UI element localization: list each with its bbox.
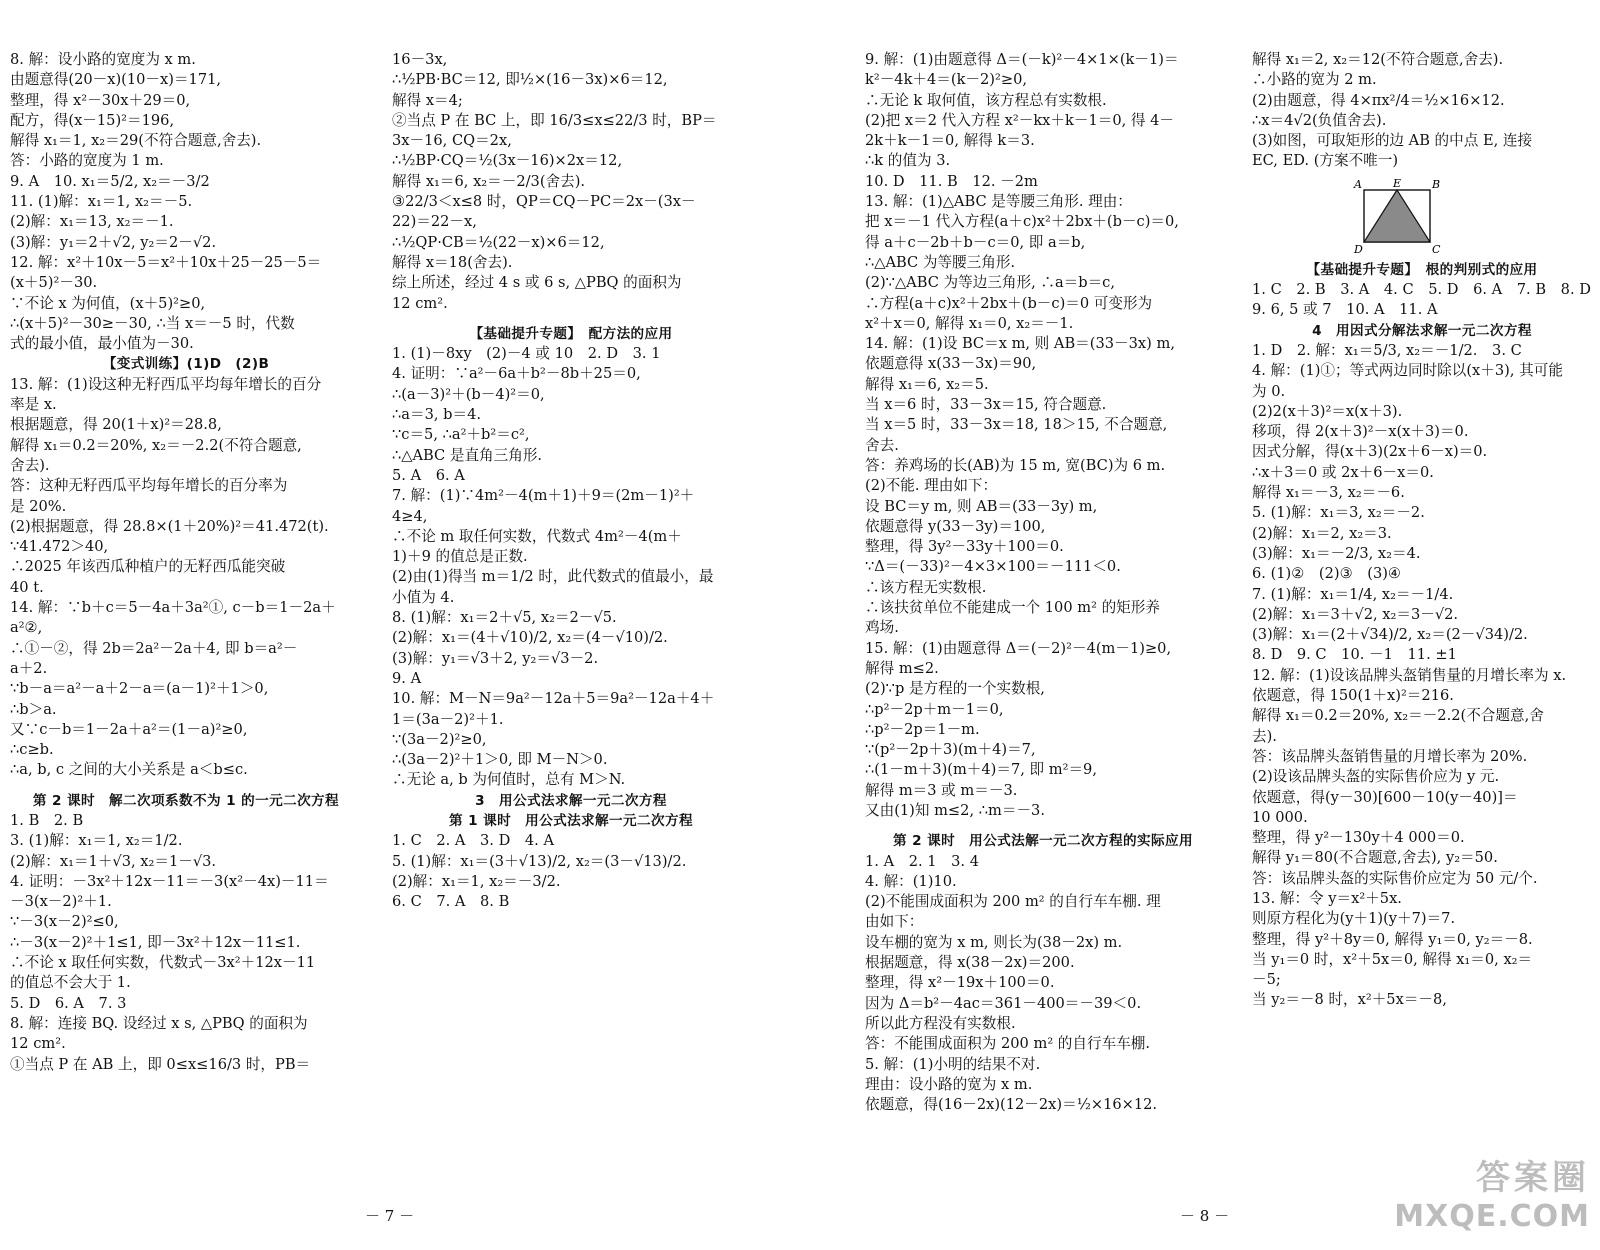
text-line: ∴－3(x－2)²＋1≤1, 即－3x²＋12x－11≤1. — [10, 933, 301, 951]
text-line: 整理，得 x²－19x＋100＝0. — [865, 974, 1055, 992]
text-line: 解得 x₁＝－3, x₂＝－6. — [1252, 484, 1405, 502]
text-line: 1. (1)－8xy (2)－4 或 10 2. D 3. 1 — [392, 345, 661, 363]
text-line: 6. C 7. A 8. B — [392, 893, 510, 911]
text-line: ③22/3＜x≤8 时，QP＝CQ－PC＝2x－(3x－ — [392, 193, 696, 211]
text-line: (2)把 x＝2 代入方程 x²－kx＋k－1＝0, 得 4－ — [865, 111, 1174, 129]
text-line: (2)解：x₁＝2, x₂＝3. — [1252, 524, 1392, 542]
text-line: 解得 x＝18(舍去). — [392, 253, 513, 271]
text-line: 式的最小值，最小值为－30. — [10, 335, 194, 353]
text-line: 根据题意，得 x(38－2x)＝200. — [865, 954, 1075, 972]
text-line: (3)解：x₁＝(2＋√34)/2, x₂＝(2－√34)/2. — [1252, 626, 1528, 644]
text-line: 由如下： — [865, 913, 924, 931]
text-line: 配方，得(x－15)²＝196, — [10, 111, 175, 129]
text-line: 1. A 2. 1 3. 4 — [865, 852, 979, 870]
text-line: (x＋5)²－30. — [10, 274, 98, 292]
text-line: 因为 Δ＝b²－4ac＝361－400＝－39＜0. — [865, 994, 1142, 1012]
text-line: 3. (1)解：x₁＝1, x₂＝1/2. — [10, 832, 183, 850]
text-line: 9. A — [392, 669, 422, 687]
watermark-url: MXQE.COM — [1394, 1199, 1590, 1234]
column-4-bottom — [1252, 260, 1592, 1011]
text-line: 又由(1)知 m≤2, ∴m＝－3. — [865, 801, 1045, 819]
text-line: 又∵c－b＝1－2a＋a²＝(1－a)²≥0, — [10, 720, 248, 738]
text-line: ∴(1－m＋3)(m＋4)＝7, 即 m²＝9, — [865, 761, 1097, 779]
text-line: ∵c＝5, ∴a²＋b²＝c², — [392, 426, 530, 444]
text-line: 得 a＋c－2b＋b－c＝0, 即 a＝b, — [865, 233, 1086, 251]
text-line: 解得 x₁＝1, x₂＝29(不符合题意,舍去). — [10, 132, 262, 150]
watermark — [1394, 1150, 1590, 1234]
text-line: ∴(x＋5)²－30≥－30, ∴当 x＝－5 时，代数 — [10, 314, 295, 332]
text-line: (2)不能. 理由如下： — [865, 477, 998, 495]
point-a-label: A — [1354, 177, 1362, 191]
column-4 — [1252, 50, 1592, 1011]
text-line: (2)解：x₁＝(4＋√10)/2, x₂＝(4－√10)/2. — [392, 629, 668, 647]
text-line: (2)根据题意，得 28.8×(1＋20%)²＝41.472(t). — [10, 517, 329, 535]
point-e-label: E — [1393, 176, 1402, 190]
text-line: 解得 x₁＝6, x₂＝5. — [865, 375, 989, 393]
text-line: ∴p²－2p＋m－1＝0, — [865, 700, 1004, 718]
text-line: 8. (1)解：x₁＝2＋√5, x₂＝2－√5. — [392, 609, 617, 627]
text-line: 5. A 6. A — [392, 466, 465, 484]
text-line: (2)解：x₁＝1＋√3, x₂＝1－√3. — [10, 852, 217, 870]
text-line: 4. 证明：∵a²－6a＋b²－8b＋25＝0, — [392, 365, 641, 383]
text-line: (3)如图，可取矩形的边 AB 的中点 E, 连接 — [1252, 132, 1533, 150]
section-heading: 3 用公式法求解一元二次方程 — [475, 792, 667, 809]
text-line: (2)解：x₁＝13, x₂＝－1. — [10, 213, 174, 231]
text-line: ∵41.472＞40, — [10, 538, 109, 556]
text-line: (3)解：y₁＝√3＋2, y₂＝√3－2. — [392, 649, 599, 667]
section-heading: 【基础提升专题】 根的判别式的应用 — [1306, 261, 1538, 278]
text-line: 舍去). — [10, 456, 50, 474]
text-line: 整理，得 y²－130y＋4 000＝0. — [1252, 829, 1465, 847]
text-line: (2)∵p 是方程的一个实数根, — [865, 680, 1045, 698]
column-4-top — [1252, 50, 1592, 172]
text-line: 理由：设小路的宽为 x m. — [865, 1075, 1033, 1093]
text-line: 为 0. — [1252, 382, 1286, 400]
text-line: 1. C 2. A 3. D 4. A — [392, 832, 554, 850]
text-line: 7. 解：(1)∵4m²－4(m＋1)＋9＝(2m－1)²＋ — [392, 487, 695, 505]
text-line: (3)解：y₁＝2＋√2, y₂＝2－√2. — [10, 233, 217, 251]
text-line: 整理，得 y²＋8y＝0, 解得 y₁＝0, y₂＝－8. — [1252, 930, 1533, 948]
text-line: a＋2. — [10, 659, 48, 677]
text-line: ∴½BP·CQ＝½(3x－16)×2x＝12, — [392, 152, 623, 170]
text-line: 12 cm². — [10, 1035, 66, 1053]
text-line: 当 y₁＝0 时，x²＋5x＝0, 解得 x₁＝0, x₂＝ — [1252, 950, 1533, 968]
text-line — [10, 781, 362, 791]
text-line: 1＝(3a－2)²＋1. — [392, 710, 504, 728]
text-line: 由题意得(20－x)(10－x)＝171, — [10, 71, 222, 89]
text-line: 设车棚的宽为 x m, 则长为(38－2x) m. — [865, 933, 1123, 951]
text-line: 解得 y₁＝80(不合题意,舍去), y₂＝50. — [1252, 849, 1498, 867]
text-line: a²②, — [10, 619, 43, 637]
text-line: 根据题意，得 20(1＋x)²＝28.8, — [10, 416, 222, 434]
text-line: EC, ED. (方案不唯一) — [1252, 152, 1399, 170]
page-number-left: － 7 － — [365, 1207, 415, 1225]
text-line: 的值总不会大于 1. — [10, 974, 131, 992]
text-line: 答：小路的宽度为 1 m. — [10, 152, 164, 170]
point-b-label: B — [1432, 177, 1441, 191]
text-line: 解得 m＝3 或 m＝－3. — [865, 781, 1018, 799]
text-line: ∴x＋3＝0 或 2x＋6－x＝0. — [1252, 463, 1434, 481]
text-line: 5. D 6. A 7. 3 — [10, 994, 127, 1012]
text-line: 答：该品牌头盔销售量的月增长率为 20%. — [1252, 747, 1528, 765]
text-line: 则原方程化为(y＋1)(y＋7)＝7. — [1252, 910, 1456, 928]
text-line: 1. D 2. 解：x₁＝5/3, x₂＝－1/2. 3. C — [1252, 341, 1522, 359]
text-line: ∴该扶贫单位不能建成一个 100 m² 的矩形养 — [865, 599, 1160, 617]
text-line: 5. 解：(1)小明的结果不对. — [865, 1055, 1041, 1073]
text-line: 9. 6, 5 或 7 10. A 11. A — [1252, 301, 1438, 319]
text-line: (2)不能围成面积为 200 m² 的自行车车棚. 理 — [865, 893, 1161, 911]
text-line: 解得 x₁＝0.2＝20%, x₂＝－2.2(不合题意,舍 — [1252, 707, 1544, 725]
section-heading: 4 用因式分解法求解一元二次方程 — [1312, 322, 1532, 339]
text-line: 14. 解：(1)设 BC＝x m, 则 AB＝(33－3x) m, — [865, 335, 1175, 353]
text-line: 所以此方程没有实数根. — [865, 1014, 1016, 1032]
text-line: ∴该方程无实数根. — [865, 578, 987, 596]
text-line: 10 000. — [1252, 808, 1308, 826]
text-line: ∴½PB·BC＝12, 即½×(16－3x)×6＝12, — [392, 71, 668, 89]
text-line: 10. 解：M－N＝9a²－12a＋5＝9a²－12a＋4＋ — [392, 690, 715, 708]
text-line: 解得 x₁＝0.2＝20%, x₂＝－2.2(不符合题意, — [10, 436, 302, 454]
text-line: 整理，得 3y²－33y＋100＝0. — [865, 538, 1064, 556]
text-line: ∴k 的值为 3. — [865, 152, 951, 170]
text-line: k²－4k＋4＝(k－2)²≥0, — [865, 71, 1027, 89]
text-line: 8. D 9. C 10. －1 11. ±1 — [1252, 646, 1457, 664]
text-line — [865, 821, 1221, 831]
text-line: 设 BC＝y m, 则 AB＝(33－3y) m, — [865, 497, 1098, 515]
text-line: 8. 解：连接 BQ. 设经过 x s, △PBQ 的面积为 — [10, 1014, 308, 1032]
watermark-logo-text: 答案圈 — [1476, 1158, 1590, 1198]
text-line: 14. 解：∵b＋c＝5－4a＋3a²①, c－b＝1－2a＋ — [10, 599, 336, 617]
text-line: 1. C 2. B 3. A 4. C 5. D 6. A 7. B 8. D — [1252, 281, 1591, 299]
text-line: 3x－16, CQ＝2x, — [392, 132, 512, 150]
text-line: ∵Δ＝(－33)²－4×3×100＝－111＜0. — [865, 558, 1121, 576]
text-line: 4≥4, — [392, 507, 428, 525]
text-line: －5; — [1252, 971, 1281, 989]
text-line: ∴2025 年该西瓜种植户的无籽西瓜能突破 — [10, 558, 286, 576]
text-line: (2)∵△ABC 为等边三角形, ∴a＝b＝c, — [865, 274, 1115, 292]
text-line: 当 y₂＝－8 时，x²＋5x＝－8, — [1252, 991, 1447, 1009]
text-line: 12. 解：(1)设该品牌头盔销售量的月增长率为 x. — [1252, 666, 1567, 684]
text-line: 当 x＝5 时，33－3x＝18, 18＞15, 不合题意, — [865, 416, 1168, 434]
text-line: ∴a＝3, b＝4. — [392, 406, 482, 424]
text-line: ∴x＝4√2(负值舍去). — [1252, 111, 1387, 129]
text-line: ∴(a－3)²＋(b－4)²＝0, — [392, 385, 545, 403]
text-line: 答：养鸡场的长(AB)为 15 m, 宽(BC)为 6 m. — [865, 456, 1166, 474]
text-line: ∴小路的宽为 2 m. — [1252, 71, 1377, 89]
text-line: －3(x－2)²＋1. — [10, 893, 112, 911]
text-line: ∴无论 a, b 为何值时，总有 M＞N. — [392, 771, 626, 789]
text-line: ∴b＞a. — [10, 700, 57, 718]
text-line: ∴无论 k 取何值，该方程总有实数根. — [865, 91, 1107, 109]
text-line: 6. (1)② (2)③ (3)④ — [1252, 565, 1402, 583]
text-line: ∵(p²－2p＋3)(m＋4)＝7, — [865, 741, 1036, 759]
text-line: 11. (1)解：x₁＝1, x₂＝－5. — [10, 193, 193, 211]
section-heading: 【基础提升专题】 配方法的应用 — [469, 325, 673, 342]
text-line: ∴△ABC 是直角三角形. — [392, 446, 543, 464]
text-line: 10. D 11. B 12. －2m — [865, 172, 1038, 190]
text-line: 依题意，得 150(1＋x)²＝216. — [1252, 687, 1454, 705]
text-line: 答：该品牌头盔的实际售价应定为 50 元/个. — [1252, 869, 1538, 887]
text-line: ∴不论 x 取任何实数，代数式－3x²＋12x－11 — [10, 954, 316, 972]
text-line: 解得 x₁＝2, x₂＝12(不符合题意,舍去). — [1252, 51, 1504, 68]
column-1 — [10, 50, 362, 1075]
page-number-right: － 8 － — [1180, 1207, 1230, 1225]
column-3 — [865, 50, 1221, 1115]
text-line: 13. 解：(1)△ABC 是等腰三角形. 理由： — [865, 193, 1132, 211]
text-line: 40 t. — [10, 578, 44, 596]
text-line: 依题意，得(y－30)[600－10(y－40)]＝ — [1252, 788, 1518, 806]
text-line: 2k＋k－1＝0, 解得 k＝3. — [865, 132, 1035, 150]
text-line: 解得 m≤2. — [865, 659, 939, 677]
text-line: 1)＋9 的值总是正数. — [392, 548, 528, 566]
text-line: ∴c≥b. — [10, 741, 54, 759]
text-line: 7. (1)解：x₁＝1/4, x₂＝－1/4. — [1252, 585, 1454, 603]
rectangle-triangle-figure — [1352, 176, 1442, 254]
text-line: ∴不论 m 取任何实数，代数式 4m²－4(m＋ — [392, 527, 682, 545]
text-line — [392, 314, 750, 324]
text-line: 4. 证明：－3x²＋12x－11＝－3(x²－4x)－11＝ — [10, 872, 329, 890]
text-line: ②当点 P 在 BC 上，即 16/3≤x≤22/3 时，BP＝ — [392, 111, 717, 129]
text-line: 9. A 10. x₁＝5/2, x₂＝－3/2 — [10, 172, 210, 190]
text-line: ∴(3a－2)²＋1＞0, 即 M－N＞0. — [392, 751, 608, 769]
text-line: ∴①－②，得 2b＝2a²－2a＋4, 即 b＝a²－ — [10, 639, 298, 657]
text-line: 是 20%. — [10, 497, 67, 515]
text-line: ∵(3a－2)²≥0, — [392, 730, 487, 748]
text-line: 依题意得 x(33－3x)＝90, — [865, 355, 1037, 373]
text-line: ∵b－a＝a²－a＋2－a＝(a－1)²＋1＞0, — [10, 680, 269, 698]
text-line: ∵不论 x 为何值，(x＋5)²≥0, — [10, 294, 206, 312]
text-line: 鸡场. — [865, 619, 899, 637]
text-line: 综上所述，经过 4 s 或 6 s, △PBQ 的面积为 — [392, 274, 682, 292]
text-line: 12. 解：x²＋10x－5＝x²＋10x＋25－25－5＝ — [10, 253, 322, 271]
text-line: (2)由(1)得当 m＝1/2 时，此代数式的值最小，最 — [392, 568, 714, 586]
triangle-ecd — [1364, 190, 1430, 242]
text-line: 答：这种无籽西瓜平均每年增长的百分率为 — [10, 477, 288, 495]
text-line: x²＋x＝0, 解得 x₁＝0, x₂＝－1. — [865, 314, 1074, 332]
text-line: 解得 x＝4; — [392, 91, 463, 109]
section-heading: 【变式训练】(1)D (2)B — [102, 356, 270, 373]
text-line: ∴△ABC 为等腰三角形. — [865, 253, 1016, 271]
text-line: 9. 解：(1)由题意得 Δ＝(－k)²－4×1×(k－1)＝ — [865, 51, 1179, 68]
text-line: 去). — [1252, 727, 1277, 745]
section-heading: 第 2 课时 解二次项系数不为 1 的一元二次方程 — [32, 792, 340, 809]
point-d-label: D — [1354, 242, 1363, 254]
text-line: 小值为 4. — [392, 588, 455, 606]
text-line: ①当点 P 在 AB 上，即 0≤x≤16/3 时，PB＝ — [10, 1055, 311, 1073]
text-line: 1. B 2. B — [10, 811, 84, 829]
text-line: 4. 解：(1)①；等式两边同时除以(x＋3), 其可能 — [1252, 362, 1563, 380]
text-line: 5. (1)解：x₁＝(3＋√13)/2, x₂＝(3－√13)/2. — [392, 852, 687, 870]
text-line: 13. 解：(1)设这种无籽西瓜平均每年增长的百分 — [10, 375, 322, 393]
text-line: 8. 解：设小路的宽度为 x m. — [10, 51, 196, 68]
text-line: 率是 x. — [10, 396, 57, 414]
text-line: 移项，得 2(x＋3)²－x(x＋3)＝0. — [1252, 423, 1469, 441]
point-c-label: C — [1432, 242, 1441, 254]
text-line: (3)解：x₁＝－2/3, x₂＝4. — [1252, 544, 1421, 562]
text-line: 当 x＝6 时，33－3x＝15, 符合题意. — [865, 396, 1107, 414]
text-line: 5. (1)解：x₁＝3, x₂＝－2. — [1252, 504, 1425, 522]
text-line: ∴p²－2p＝1－m. — [865, 720, 980, 738]
text-line: (2)解：x₁＝3＋√2, x₂＝3－√2. — [1252, 605, 1459, 623]
text-line: 因式分解，得(x＋3)(2x＋6－x)＝0. — [1252, 443, 1488, 461]
text-line: 依题意得 y(33－3y)＝100, — [865, 517, 1046, 535]
text-line: ∴½QP·CB＝½(22－x)×6＝12, — [392, 233, 605, 251]
text-line: (2)设该品牌头盔的实际售价应为 y 元. — [1252, 768, 1500, 786]
text-line: ∴方程(a＋c)x²＋2bx＋(b－c)＝0 可变形为 — [865, 294, 1153, 312]
text-line: 15. 解：(1)由题意得 Δ＝(－2)²－4(m－1)≥0, — [865, 639, 1172, 657]
text-line: ∵－3(x－2)²≤0, — [10, 913, 119, 931]
text-line: 答：不能围成面积为 200 m² 的自行车车棚. — [865, 1035, 1151, 1053]
text-line: 4. 解：(1)10. — [865, 872, 957, 890]
section-heading: 第 1 课时 用公式法求解一元二次方程 — [448, 812, 694, 829]
text-line: 13. 解：令 y＝x²＋5x. — [1252, 889, 1402, 907]
text-line: 依题意，得(16－2x)(12－2x)＝½×16×12. — [865, 1096, 1158, 1114]
text-line: 12 cm². — [392, 294, 448, 312]
text-line: (2)解：x₁＝1, x₂＝－3/2. — [392, 872, 561, 890]
text-line: (2)由题意，得 4×πx²/4＝½×16×12. — [1252, 91, 1505, 109]
text-line: 16－3x, — [392, 51, 448, 68]
text-line: ∴a, b, c 之间的大小关系是 a＜b≤c. — [10, 761, 248, 779]
text-line: 解得 x₁＝6, x₂＝－2/3(舍去). — [392, 172, 586, 190]
text-line: 舍去. — [865, 436, 899, 454]
column-2 — [392, 50, 750, 912]
text-line: 把 x＝－1 代入方程(a＋c)x²＋2bx＋(b－c)＝0, — [865, 213, 1179, 231]
text-line: (2)2(x＋3)²＝x(x＋3). — [1252, 402, 1403, 420]
text-line: 整理，得 x²－30x＋29＝0, — [10, 91, 191, 109]
section-heading: 第 2 课时 用公式法解一元二次方程的实际应用 — [893, 833, 1193, 850]
text-line: 22)＝22－x, — [392, 213, 477, 231]
